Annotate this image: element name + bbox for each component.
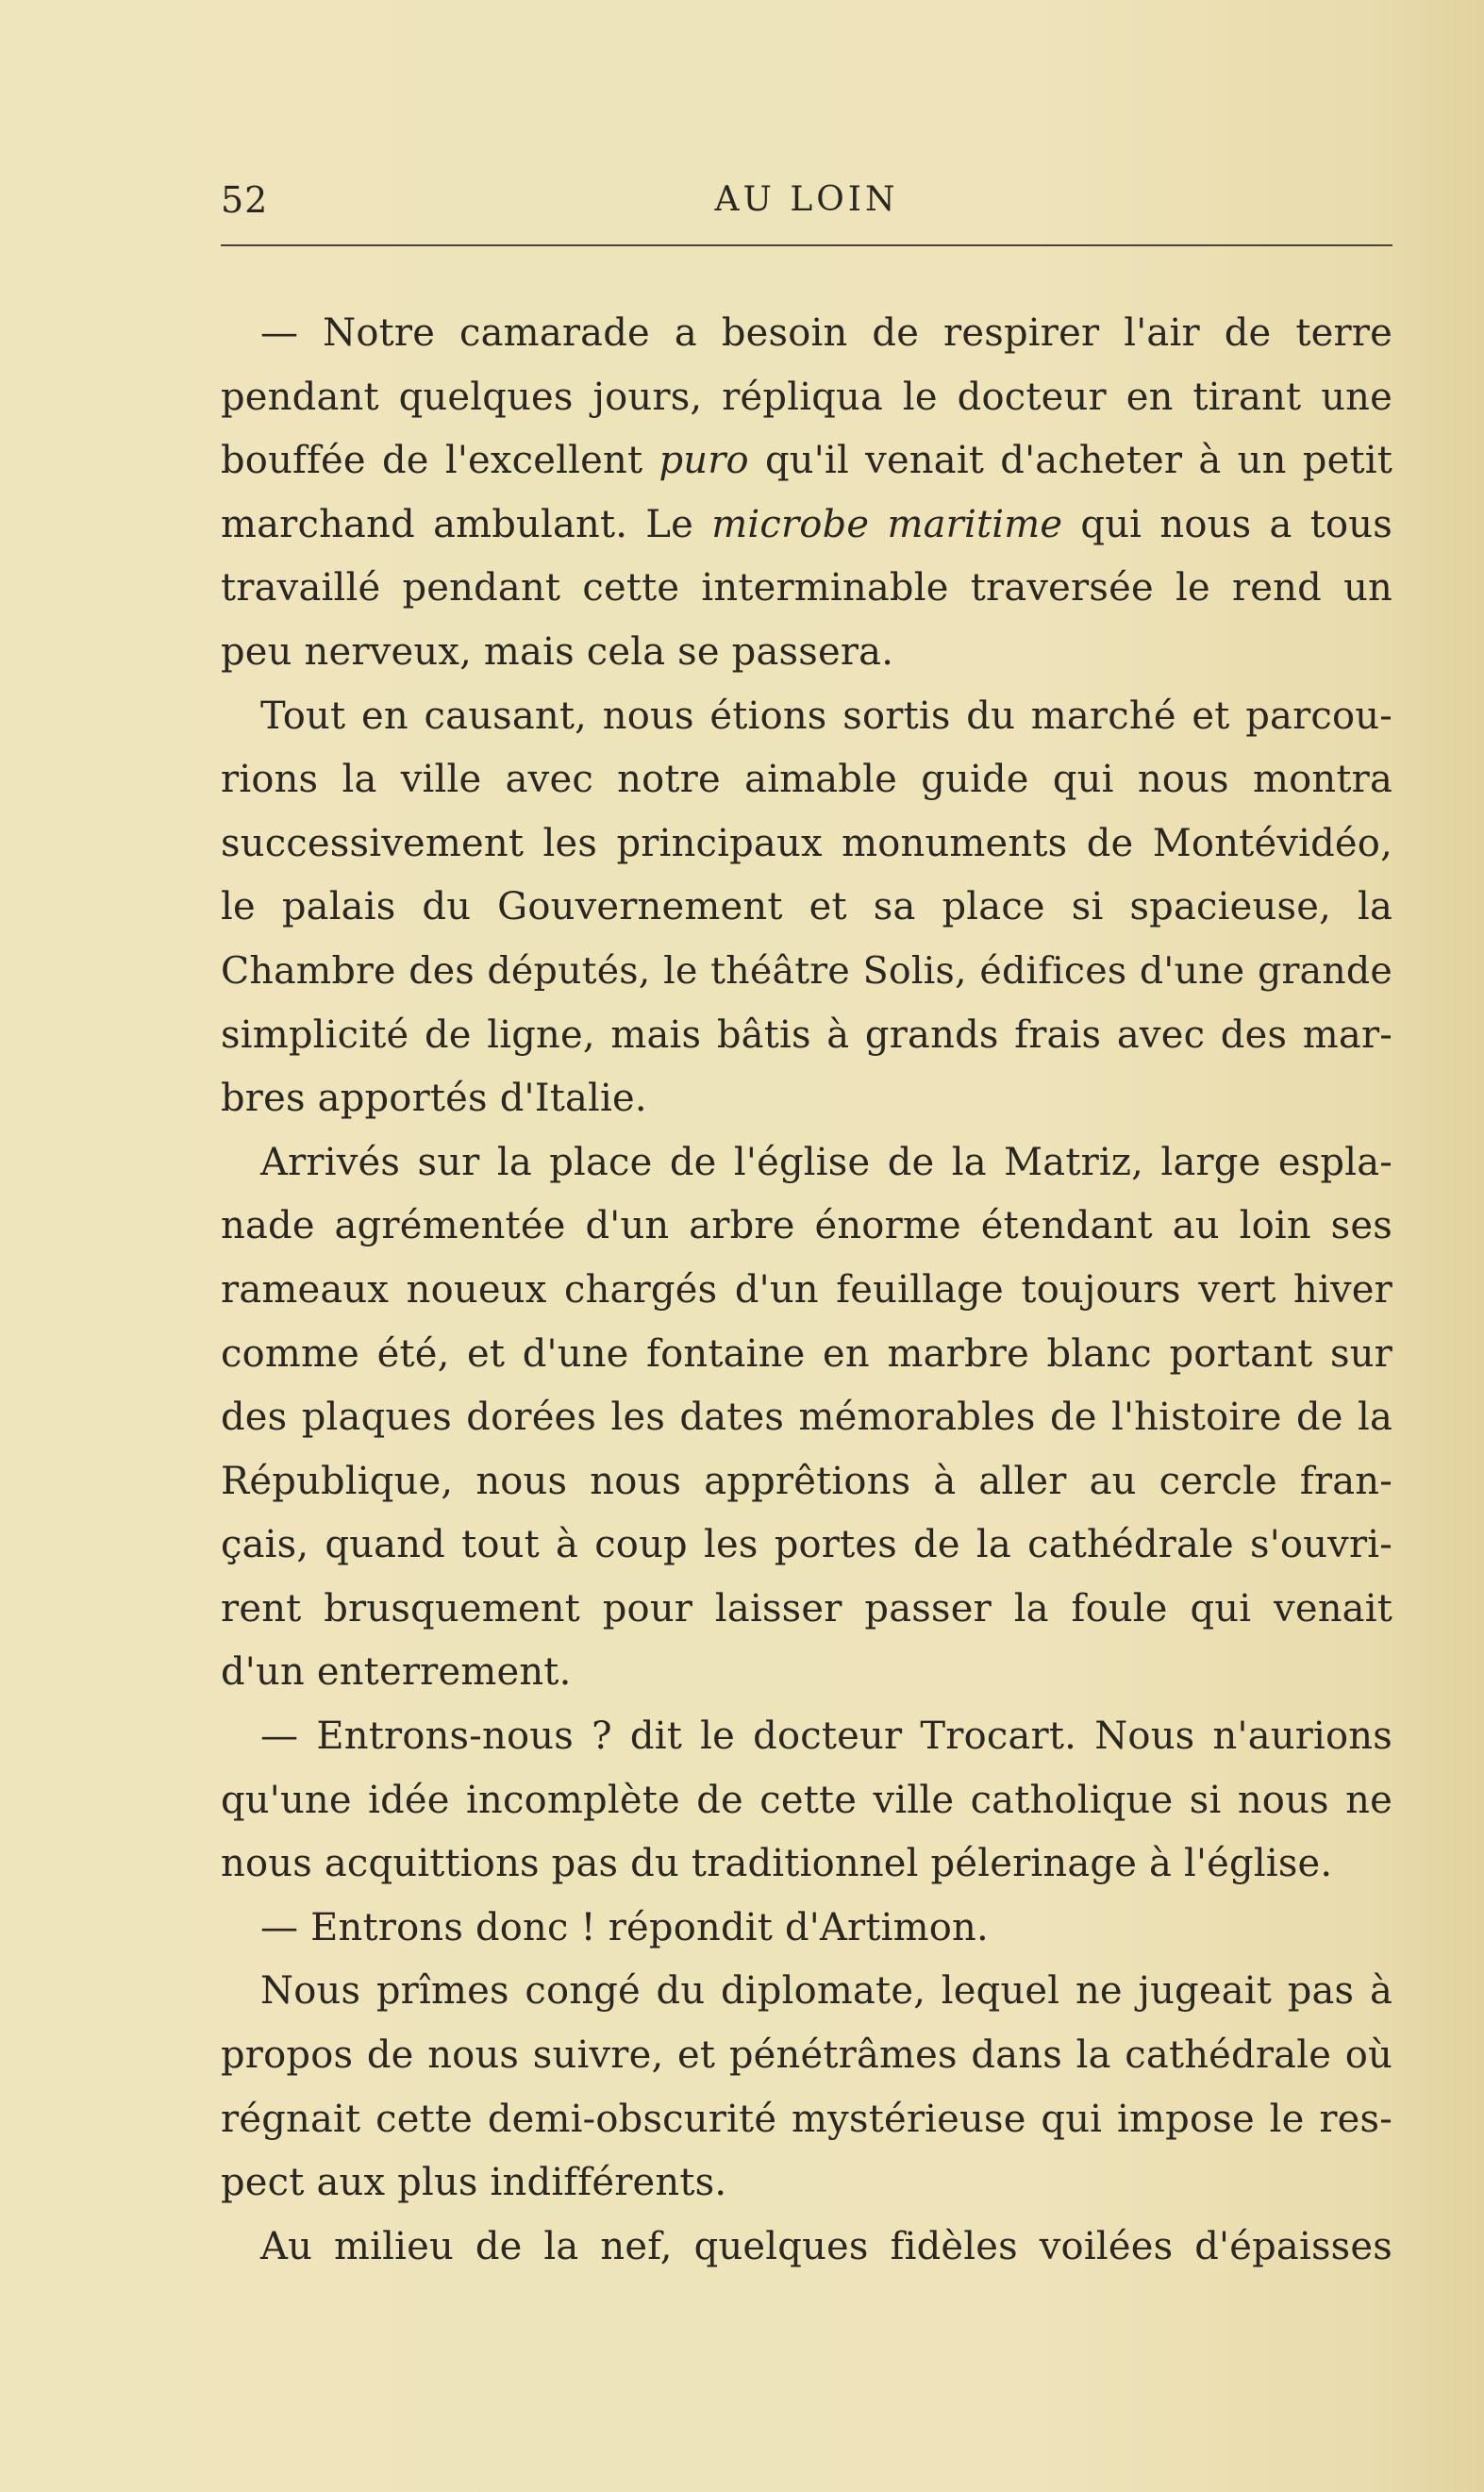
text-line: travaillé pendant cette interminable traversée le rend un <box>221 566 1392 610</box>
text-line: Tout en causant, nous étions sortis du marché et parcou- <box>260 694 1392 738</box>
text-line: Arrivés sur la place de l'église de la Matriz, large espla- <box>260 1140 1392 1184</box>
italic-term: microbe maritime <box>711 502 1063 546</box>
text-line: le palais du Gouvernement et sa place si spacieuse, la <box>221 885 1392 929</box>
text-line: République, nous nous apprêtions à aller au cercle fran- <box>221 1459 1392 1503</box>
text-line: peu nerveux, mais cela se passera. <box>221 629 894 674</box>
text-line: bres apportés d'Italie. <box>221 1077 647 1121</box>
text-line: Chambre des députés, le théâtre Solis, édifices d'une grande <box>221 948 1392 993</box>
text-line: simplicité de ligne, mais bâtis à grands frais avec des mar- <box>221 1012 1392 1057</box>
text-line: rameaux noueux chargés d'un feuillage toujours vert hiver <box>221 1267 1392 1312</box>
text-line: successivement les principaux monuments de Montévidéo, <box>221 821 1392 865</box>
text-segment: qui nous a tous <box>1062 502 1392 546</box>
text-line: Nous prîmes congé du diplomate, lequel ne jugeait pas à <box>260 1969 1392 2014</box>
text-line: pect aux plus indifférents. <box>221 2161 727 2205</box>
text-line: pendant quelques jours, répliqua le docteur en tirant une <box>221 375 1392 419</box>
body-text <box>221 302 1392 2279</box>
text-line: Au milieu de la nef, quelques fidèles voilées d'épaisses <box>260 2224 1392 2268</box>
text-segment: bouffée de l'excellent <box>221 439 659 483</box>
text-line <box>221 493 1392 558</box>
text-line: — Notre camarade a besoin de respirer l'air de terre <box>260 311 1392 355</box>
text-line: nous acquittions pas du traditionnel pélerinage à l'église. <box>221 1842 1333 1886</box>
text-line: des plaques dorées les dates mémorables de l'histoire de la <box>221 1396 1392 1440</box>
text-line: rent brusquement pour laisser passer la foule qui venait <box>221 1586 1392 1631</box>
text-line: nade agrémentée d'un arbre énorme étendant au loin ses <box>221 1204 1392 1248</box>
text-line: — Entrons donc ! répondit d'Artimon. <box>260 1905 989 1949</box>
running-head: AU LOIN <box>714 180 899 219</box>
header-rule <box>221 244 1392 246</box>
text-line: — Entrons-nous ? dit le docteur Trocart. Nous n'aurions <box>260 1714 1392 1759</box>
text-line: çais, quand tout à coup les portes de la cathédrale s'ouvri- <box>221 1523 1392 1567</box>
text-line <box>221 429 1392 493</box>
text-line: rions la ville avec notre aimable guide qui nous montra <box>221 758 1392 802</box>
italic-term: puro <box>659 439 749 483</box>
text-line: propos de nous suivre, et pénétrâmes dans la cathédrale où <box>221 2033 1392 2078</box>
text-segment: qu'il venait d'acheter à un petit <box>748 439 1392 483</box>
text-line: d'un enterrement. <box>221 1650 572 1695</box>
text-line: comme été, et d'une fontaine en marbre blanc portant sur <box>221 1331 1392 1376</box>
page-number: 52 <box>221 179 269 221</box>
text-line: qu'une idée incomplète de cette ville catholique si nous ne <box>221 1778 1392 1822</box>
text-line: régnait cette demi-obscurité mystérieuse qui impose le res- <box>221 2097 1392 2141</box>
text-segment: marchand ambulant. Le <box>221 502 712 546</box>
